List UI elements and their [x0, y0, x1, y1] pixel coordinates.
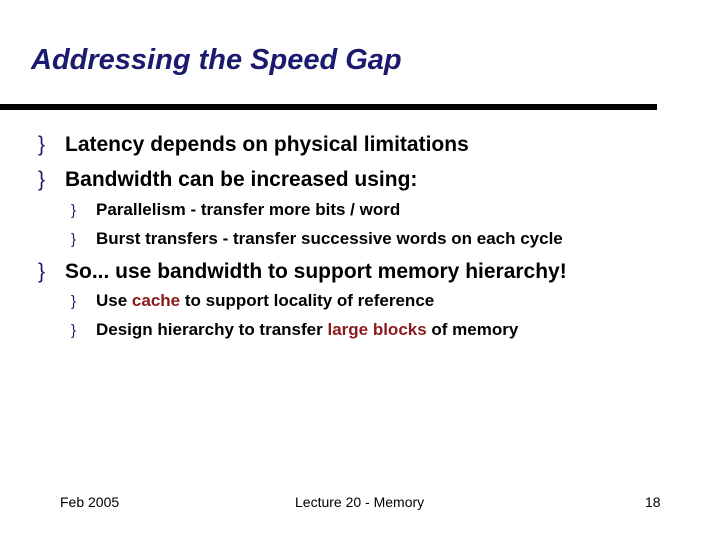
bullet-icon: } — [71, 202, 77, 219]
bullet-item — [38, 259, 567, 285]
bullet-text-post: of memory — [426, 320, 519, 339]
bullet-icon: } — [71, 322, 77, 339]
sub-bullet-item — [71, 228, 563, 251]
footer-lecture: Lecture 20 - Memory — [295, 494, 425, 510]
bullet-text: Burst transfers - transfer successive words on each cycle — [96, 229, 563, 248]
slide-title: Addressing the Speed Gap — [31, 44, 402, 76]
footer-page-number: 18 — [645, 494, 661, 510]
sub-bullet-item — [71, 319, 518, 342]
title-divider — [0, 104, 657, 110]
bullet-icon: } — [38, 133, 46, 156]
bullet-item — [38, 167, 417, 193]
bullet-item — [38, 132, 469, 158]
bullet-text: So... use bandwidth to support memory hierarchy! — [65, 260, 567, 283]
bullet-text-post: to support locality of reference — [180, 291, 435, 310]
bullet-text-pre: Use — [96, 291, 132, 310]
bullet-icon: } — [38, 260, 46, 283]
bullet-text: Parallelism - transfer more bits / word — [96, 200, 401, 219]
sub-bullet-item — [71, 199, 400, 222]
footer-date: Feb 2005 — [60, 494, 120, 510]
sub-bullet-item — [71, 290, 434, 313]
highlighted-term: large blocks — [327, 320, 427, 339]
bullet-icon: } — [71, 231, 77, 248]
bullet-text-pre: Design hierarchy to transfer — [96, 320, 328, 339]
bullet-icon: } — [71, 293, 77, 310]
bullet-text: Latency depends on physical limitations — [65, 133, 469, 156]
highlighted-term: cache — [131, 291, 181, 310]
bullet-text: Bandwidth can be increased using: — [65, 168, 418, 191]
bullet-icon: } — [38, 168, 46, 191]
